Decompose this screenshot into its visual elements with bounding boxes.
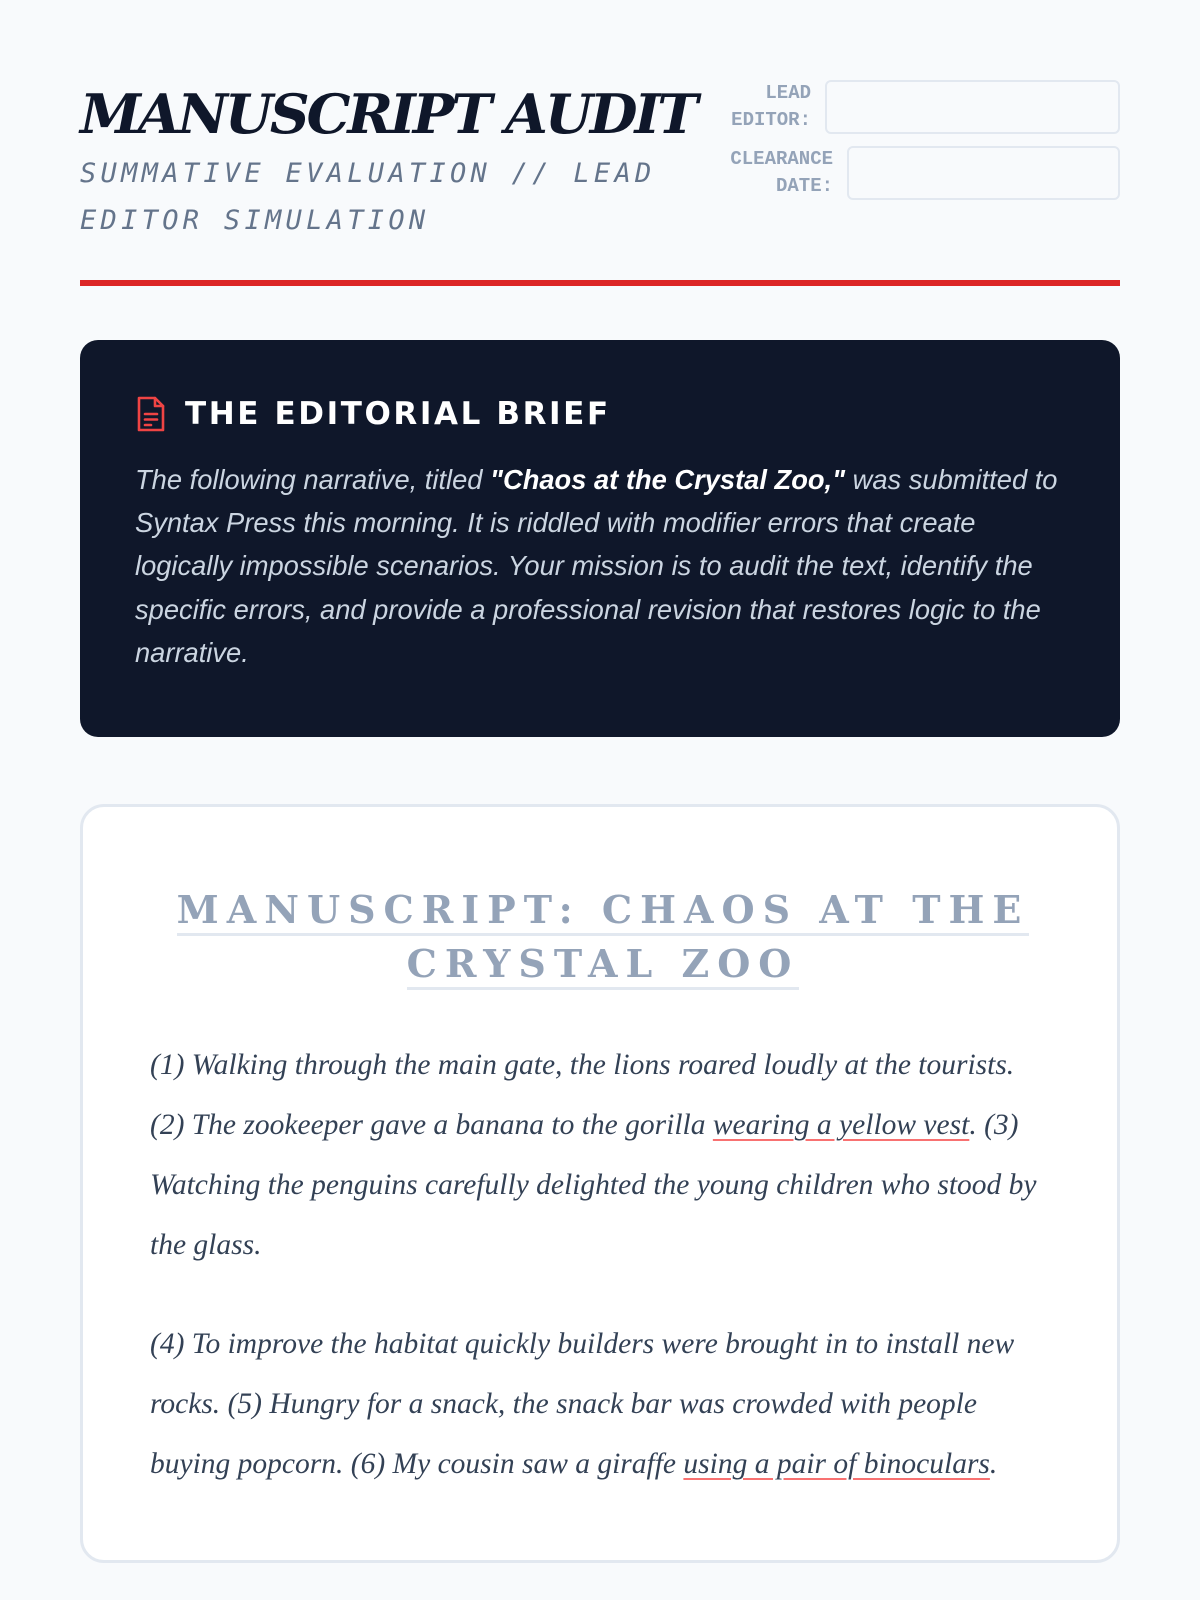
header-divider [80, 280, 1120, 286]
manuscript-paragraph-2 [150, 1314, 1050, 1494]
sentence-5: (5) Hungry for a snack, the snack bar was crowded with people buying popcorn. [150, 1388, 977, 1480]
sentence-6-end: . [989, 1448, 998, 1480]
document-icon [135, 395, 167, 433]
brief-text-start: The following narrative, titled [135, 464, 491, 495]
manuscript-card [80, 804, 1120, 1563]
sentence-6-start: (6) My cousin saw a giraffe [350, 1448, 684, 1480]
manuscript-title [83, 883, 1123, 991]
page-subtitle: SUMMATIVE EVALUATION // LEAD EDITOR SIMULATION [80, 158, 656, 236]
clearance-date-input[interactable] [847, 146, 1120, 200]
sentence-3: (3) Watching the penguins carefully delighted the young children who stood by the glass. [150, 1109, 1037, 1261]
lead-editor-row [711, 80, 1120, 134]
error-highlight-binoculars[interactable]: using a pair of binoculars [683, 1448, 990, 1480]
brief-text-end: was submitted to Syntax Press this morning. It is riddled with modifier errors that create logically impossible scenarios. Your mission is to audit the text, identify the specific errors, and provide a professional revision that restores logic to the narrative. [135, 464, 1058, 668]
page-title: MANUSCRIPT AUDIT [80, 82, 696, 146]
error-highlight-vest[interactable]: wearing a yellow vest [712, 1109, 970, 1141]
lead-editor-label: LEAD EDITOR: [731, 82, 811, 131]
clearance-date-row [713, 146, 1120, 200]
editorial-brief [80, 340, 1120, 737]
sentence-4: (4) To improve the habitat quickly builders were brought in to install new rocks. [150, 1328, 1015, 1420]
sentence-2-start: (2) The zookeeper gave a banana to the gorilla [150, 1109, 713, 1141]
brief-header [135, 394, 1066, 434]
brief-text [135, 458, 1066, 674]
manuscript-body [150, 1035, 1050, 1494]
brief-story-title: "Chaos at the Crystal Zoo," [490, 464, 846, 495]
page [80, 0, 1120, 1480]
manuscript-paragraph-1 [150, 1035, 1050, 1275]
manuscript-title-line1: MANUSCRIPT: CHAOS AT THE [177, 887, 1030, 936]
sentence-2-end: . [969, 1109, 977, 1141]
clearance-date-label: CLEARANCE DATE: [730, 148, 833, 197]
manuscript-title-line2: CRYSTAL ZOO [407, 941, 800, 990]
lead-editor-input[interactable] [825, 80, 1120, 134]
brief-title: THE EDITORIAL BRIEF [185, 396, 611, 432]
header [80, 0, 1120, 286]
sentence-1: (1) Walking through the main gate, the lions roared loudly at the tourists. [150, 1049, 1015, 1081]
